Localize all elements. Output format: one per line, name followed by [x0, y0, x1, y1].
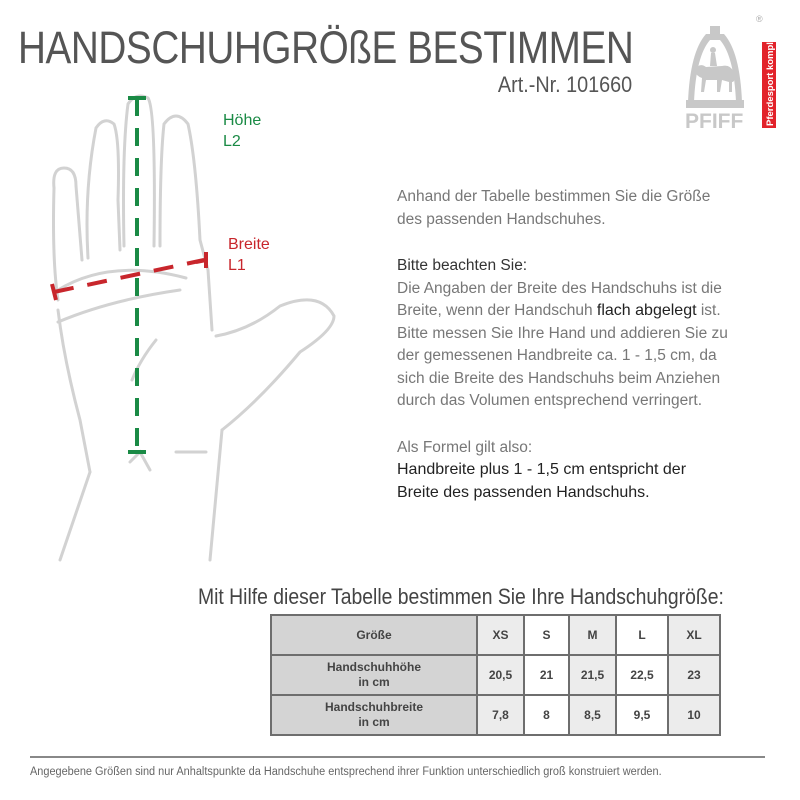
table-cell: 9,5 — [616, 695, 668, 735]
table-cell: 8,5 — [569, 695, 616, 735]
instructions — [397, 186, 777, 504]
footer-divider — [30, 756, 765, 758]
note-text: Breite, wenn der Handschuh — [397, 302, 597, 319]
height-label — [223, 110, 261, 152]
table-cell: 21,5 — [569, 655, 616, 695]
table-cell: 10 — [668, 695, 720, 735]
hand-outline-icon — [30, 90, 350, 570]
note-emphasis: flach abgelegt — [596, 302, 697, 319]
note-line: der gemessenen Handbreite ca. 1 - 1,5 cm, da — [397, 347, 717, 364]
row-label-height — [271, 655, 477, 695]
table-cell: 22,5 — [616, 655, 668, 695]
size-table — [270, 614, 721, 736]
table-row — [271, 695, 720, 735]
note-text: ist. — [696, 302, 721, 319]
table-cell: 21 — [524, 655, 569, 695]
intro-line-1: Anhand der Tabelle bestimmen Sie die Größe — [397, 188, 711, 205]
stirrup-rider-icon — [680, 12, 790, 132]
row-label-width — [271, 695, 477, 735]
size-s: S — [524, 615, 569, 655]
table-title: Mit Hilfe dieser Tabelle bestimmen Sie Ihre Handschuhgröße: — [198, 584, 724, 609]
size-l: L — [616, 615, 668, 655]
svg-text:PFIFF: PFIFF — [685, 110, 744, 132]
table-cell: 8 — [524, 695, 569, 735]
note-line: Bitte messen Sie Ihre Hand und addieren Sie zu — [397, 324, 728, 342]
note-line: durch das Volumen entsprechend verringert. — [397, 392, 703, 409]
svg-text:Pferdesport komplett: Pferdesport komplett — [765, 30, 776, 126]
table-cell: 23 — [668, 655, 720, 695]
size-xl: XL — [668, 615, 720, 655]
note-line: sich die Breite des Handschuhs beim Anziehen — [397, 369, 721, 387]
table-cell: 7,8 — [477, 695, 524, 735]
intro-line-2: des passenden Handschuhes. — [397, 210, 606, 228]
row-label-line: Handschuhbreite — [324, 700, 423, 714]
header-label: Größe — [271, 615, 477, 655]
width-label-text: Breite — [228, 236, 270, 253]
table-header-row — [271, 615, 720, 655]
height-label-code: L2 — [223, 133, 241, 150]
note-heading: Bitte beachten Sie: — [397, 257, 528, 274]
height-label-text: Höhe — [223, 112, 262, 129]
article-number: Art.-Nr. 101660 — [497, 72, 632, 97]
formula-intro: Als Formel gilt also: — [397, 438, 533, 456]
size-xs: XS — [477, 615, 524, 655]
note-line — [397, 300, 777, 323]
table-row — [271, 655, 720, 695]
width-label — [228, 234, 270, 276]
row-label-line: Handschuhhöhe — [326, 660, 421, 674]
width-label-code: L1 — [228, 257, 246, 274]
note-line: Die Angaben der Breite des Handschuhs ist die — [397, 279, 722, 297]
formula-line-1: Handbreite plus 1 - 1,5 cm entspricht der — [397, 461, 687, 478]
size-m: M — [569, 615, 616, 655]
pfiff-logo — [680, 12, 790, 132]
hand-measurement-diagram — [30, 90, 350, 570]
row-label-unit: in cm — [358, 715, 390, 729]
footer-disclaimer: Angegebene Größen sind nur Anhaltspunkte da Handschuhe entsprechend ihrer Funktion unterschiedlich groß konstruiert werden. — [30, 766, 662, 778]
page-title: HANDSCHUHGRÖßE BESTIMMEN — [18, 22, 634, 73]
table-cell: 20,5 — [477, 655, 524, 695]
svg-text:®: ® — [756, 14, 763, 24]
row-label-unit: in cm — [358, 675, 390, 689]
formula-line-2: Breite des passenden Handschuhs. — [397, 483, 650, 501]
